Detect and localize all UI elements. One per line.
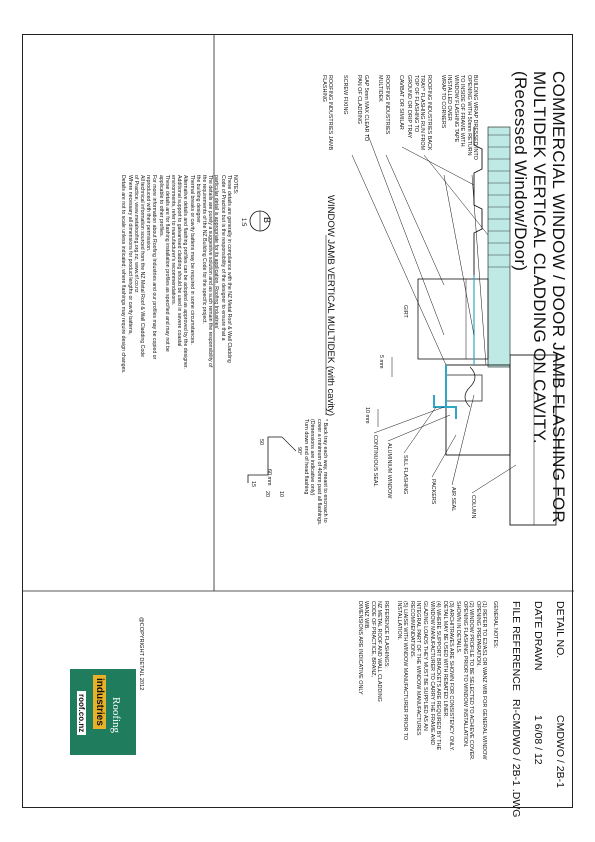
profile-dim-10: 10 (278, 491, 284, 497)
callout-line: CAVIBAT OR SIMILAR (397, 75, 404, 130)
callout-line: MULTIDEK (377, 75, 384, 102)
callout-line: ROOFING INDUSTRIES BACK (425, 75, 432, 151)
callout-line: WINDOW FLASHING TAPE (452, 75, 459, 143)
note-line: the requirements of the NZ Building Code for the specific project. (200, 175, 207, 324)
jamb-flashing (446, 365, 456, 419)
dim-5mm: 5 mm (378, 355, 384, 369)
sheet-frame (22, 34, 573, 818)
note-line: environments, refer to manufacturer's recommendations. (169, 175, 176, 306)
general-note-line: (2) WINDOW PROFILE TO BE SELECTED TO ACHIEVE COVER. (468, 601, 475, 761)
profile-dim-angle: 90° (296, 447, 302, 456)
note-line: Thermal breaks or cavity battens may be required in some circumstances. (188, 175, 195, 345)
section-drawing (23, 35, 574, 809)
air-seal-label: AIR SEAL (450, 487, 456, 512)
multidek-profile (474, 127, 482, 275)
note-line: Where necessary all dimensions for product lengths or cavity battens, (126, 175, 133, 335)
callout-line: ROOFING INDUSTRIES (383, 75, 390, 135)
notes-heading: NOTES: (232, 175, 238, 195)
callout-line: FLASHING (321, 75, 328, 102)
profile-angle-leg (282, 437, 296, 451)
general-notes-heading: GENERAL NOTES: (492, 601, 498, 649)
callout-line: GAP 5mm MAX CLEAR TO (362, 75, 369, 142)
logo-word-industries: industries (93, 675, 106, 729)
callout-line: INSTALLED OVER (446, 75, 453, 121)
note-line: All technical information sourced from the NZ Metal Roof & Wall Cladding Code (138, 175, 145, 358)
file-value: RI-CMDWO / 2B-1 .DWG (510, 699, 522, 818)
reference-line: CODE OF PRACTICE, BRANZ, (369, 601, 376, 678)
callout-line: TOP OF FLASHING TO (412, 75, 419, 133)
title-line-1: COMMERCIAL WINDOW / DOOR JAMB FLASHING FOR (549, 71, 568, 524)
packers-label: PACKERS (430, 479, 436, 505)
section-caption: WINDOW JAMB VERTICAL MULTIDEK (with cavity) (325, 195, 336, 416)
general-note-line: RECOMMENDATIONS. (408, 601, 415, 659)
general-note-line: INTEGRAL PART OF THE WINDOW MANUFACTURES (415, 601, 422, 736)
note-line: Additional support to galvanised cladding should be used in severe coastal (176, 175, 183, 347)
note-line: applicable to other profiles. (157, 175, 164, 237)
column-outline (510, 355, 556, 525)
profile-note: * Back tray each way, meant to encroach to (322, 419, 328, 523)
section-scale: 1:5 (240, 218, 246, 227)
general-note-line: SHOWN IN DETAILS. (455, 601, 462, 654)
profile-note: (Dimensions are indicative only) (309, 419, 316, 496)
general-note-line: (1) REFER TO E2/AS1 OR WANZ WIB FOR GENERAL WINDOW (481, 601, 488, 760)
general-note-line: (4) WHERE SUPPORT BRACKETS ARE REQUIRED BY THE (435, 601, 442, 751)
logo-word-roofing: Roofing (110, 697, 122, 734)
dim-10mm: 10 mm (364, 407, 370, 424)
detail-no-label: DETAIL NO. (554, 601, 566, 659)
callout-line: ROOFING INDUSTRIES JAMB (327, 75, 334, 151)
girt-outline (418, 279, 488, 359)
profile-dim-60: 60 mm (266, 469, 272, 486)
note-line: Alternative details and flashing profiles can be adopted as approved by the designer. (182, 175, 189, 369)
general-note-line: DETAIL MAY BE USED WITH REBATED LINER. (441, 601, 448, 718)
dimension-lines (378, 357, 392, 427)
aluminium-window-label: ALUMINIUM WINDOW (386, 443, 392, 499)
general-note-line: OPENING PREPARATION. (474, 601, 481, 667)
note-line: Details are not to scale unless indicated; where flashings may require design changes. (120, 175, 127, 374)
section-letter: B (262, 217, 272, 224)
general-note-line: OPENING FLASHING PRIOR TO WINDOW INSTALLATION. (461, 601, 468, 748)
note-line: of Practice, www.metalroofing.org.nz, www.rif.co.nz (132, 175, 139, 293)
continuous-seal-label: CONTINUOUS SEAL (372, 435, 378, 487)
note-line: the building designer. (194, 175, 201, 225)
callout-line: TO INSIDE OF FRAME WITH (459, 75, 466, 147)
window-mullion (446, 375, 482, 401)
reference-line: WANZ WIB. (363, 601, 370, 630)
reference-line: DIMENSIONS ARE INDICATIVE ONLY (356, 601, 363, 695)
general-note-line: WINDOW MANUFACTURER TO CARRY THE FRAME AND (428, 601, 435, 746)
file-label: FILE REFERENCE (510, 601, 522, 691)
note-line: particular detail is appropriate for its application. Roofing Industries' (213, 175, 220, 330)
profile-dim-15: 15 (250, 481, 256, 487)
callout-line: BUILDING WRAP DRESSED INTO (472, 75, 478, 160)
callout-line: PAN OF CLADDING (356, 75, 363, 125)
date-value: 1 6/08 / 12 (532, 715, 544, 765)
title-line-2: MULTIDEK VERTICAL CLADDING ON CAVITY. (530, 71, 549, 444)
reference-line: NZ METAL ROOF AND WALL CLADDING (376, 601, 383, 702)
general-note-line: (3) ARCHITRAVES ARE SHOWN FOR CONSISTENCY ONLY. (448, 601, 455, 751)
note-line: reproduced with their permission. (145, 175, 152, 252)
callout-line: WRAP TO CORNERS (439, 75, 446, 129)
copyright: @COPYRIGHT DETAIL 2012 (138, 617, 144, 691)
girt-label: GIRT (402, 305, 408, 318)
callout-line: GROUND OR DRIP TRAY (406, 75, 413, 139)
sill-flashing (434, 395, 446, 407)
profile-note: Turn down end of head flashing (302, 419, 309, 495)
note-line: These details are for flashing installation profiles as specified and may not be (163, 175, 170, 352)
date-label: DATE DRAWN (532, 601, 544, 671)
note-line: For more information about Roofing Industries and our profiles may be copied or (151, 175, 158, 360)
general-note-line: GLAZING LOADS THEY MUST BE SUPPLIED AS AN (422, 601, 429, 731)
reference-heading: REFERENCE FLASHINGS: (383, 601, 390, 668)
general-note-line: (5) LIAISE WITH WINDOW MANUFACTURER PRIOR TO (402, 601, 409, 741)
profile-dim-20: 20 (264, 491, 270, 497)
column-label: COLUMN (470, 495, 476, 519)
profile-dim-50: 50 (258, 439, 264, 445)
title-line-3: (Recessed Window/Door) (511, 71, 530, 272)
callout-line: OPENING WITH 50mm RETURN (465, 75, 472, 156)
general-note-line: INSTALLATION. (395, 601, 402, 641)
sill-flashing-label: SILL FLASHING (402, 455, 408, 495)
callout-line: TRAY* FLASHING RUN FROM (419, 75, 426, 151)
note-line: The details are purely a suggestive solution and as such remain the responsibility of (207, 175, 214, 368)
detail-no-value: CMDWO / 2B-1 (554, 715, 566, 788)
rotated-sheet (23, 35, 574, 818)
note-line: Code of Practice but is the responsibility of the designer to ensure that a (219, 175, 226, 341)
note-line: These details are generally in compliance with the NZ Metal Roof & Wall Cladding (225, 175, 232, 363)
callout-line: SCREW FIXING (341, 75, 348, 115)
logo-url: roof.co.nz (77, 691, 86, 735)
cavity-band (488, 127, 510, 367)
profile-note: cover a minimum of 40mm past all flashings. (315, 419, 322, 526)
